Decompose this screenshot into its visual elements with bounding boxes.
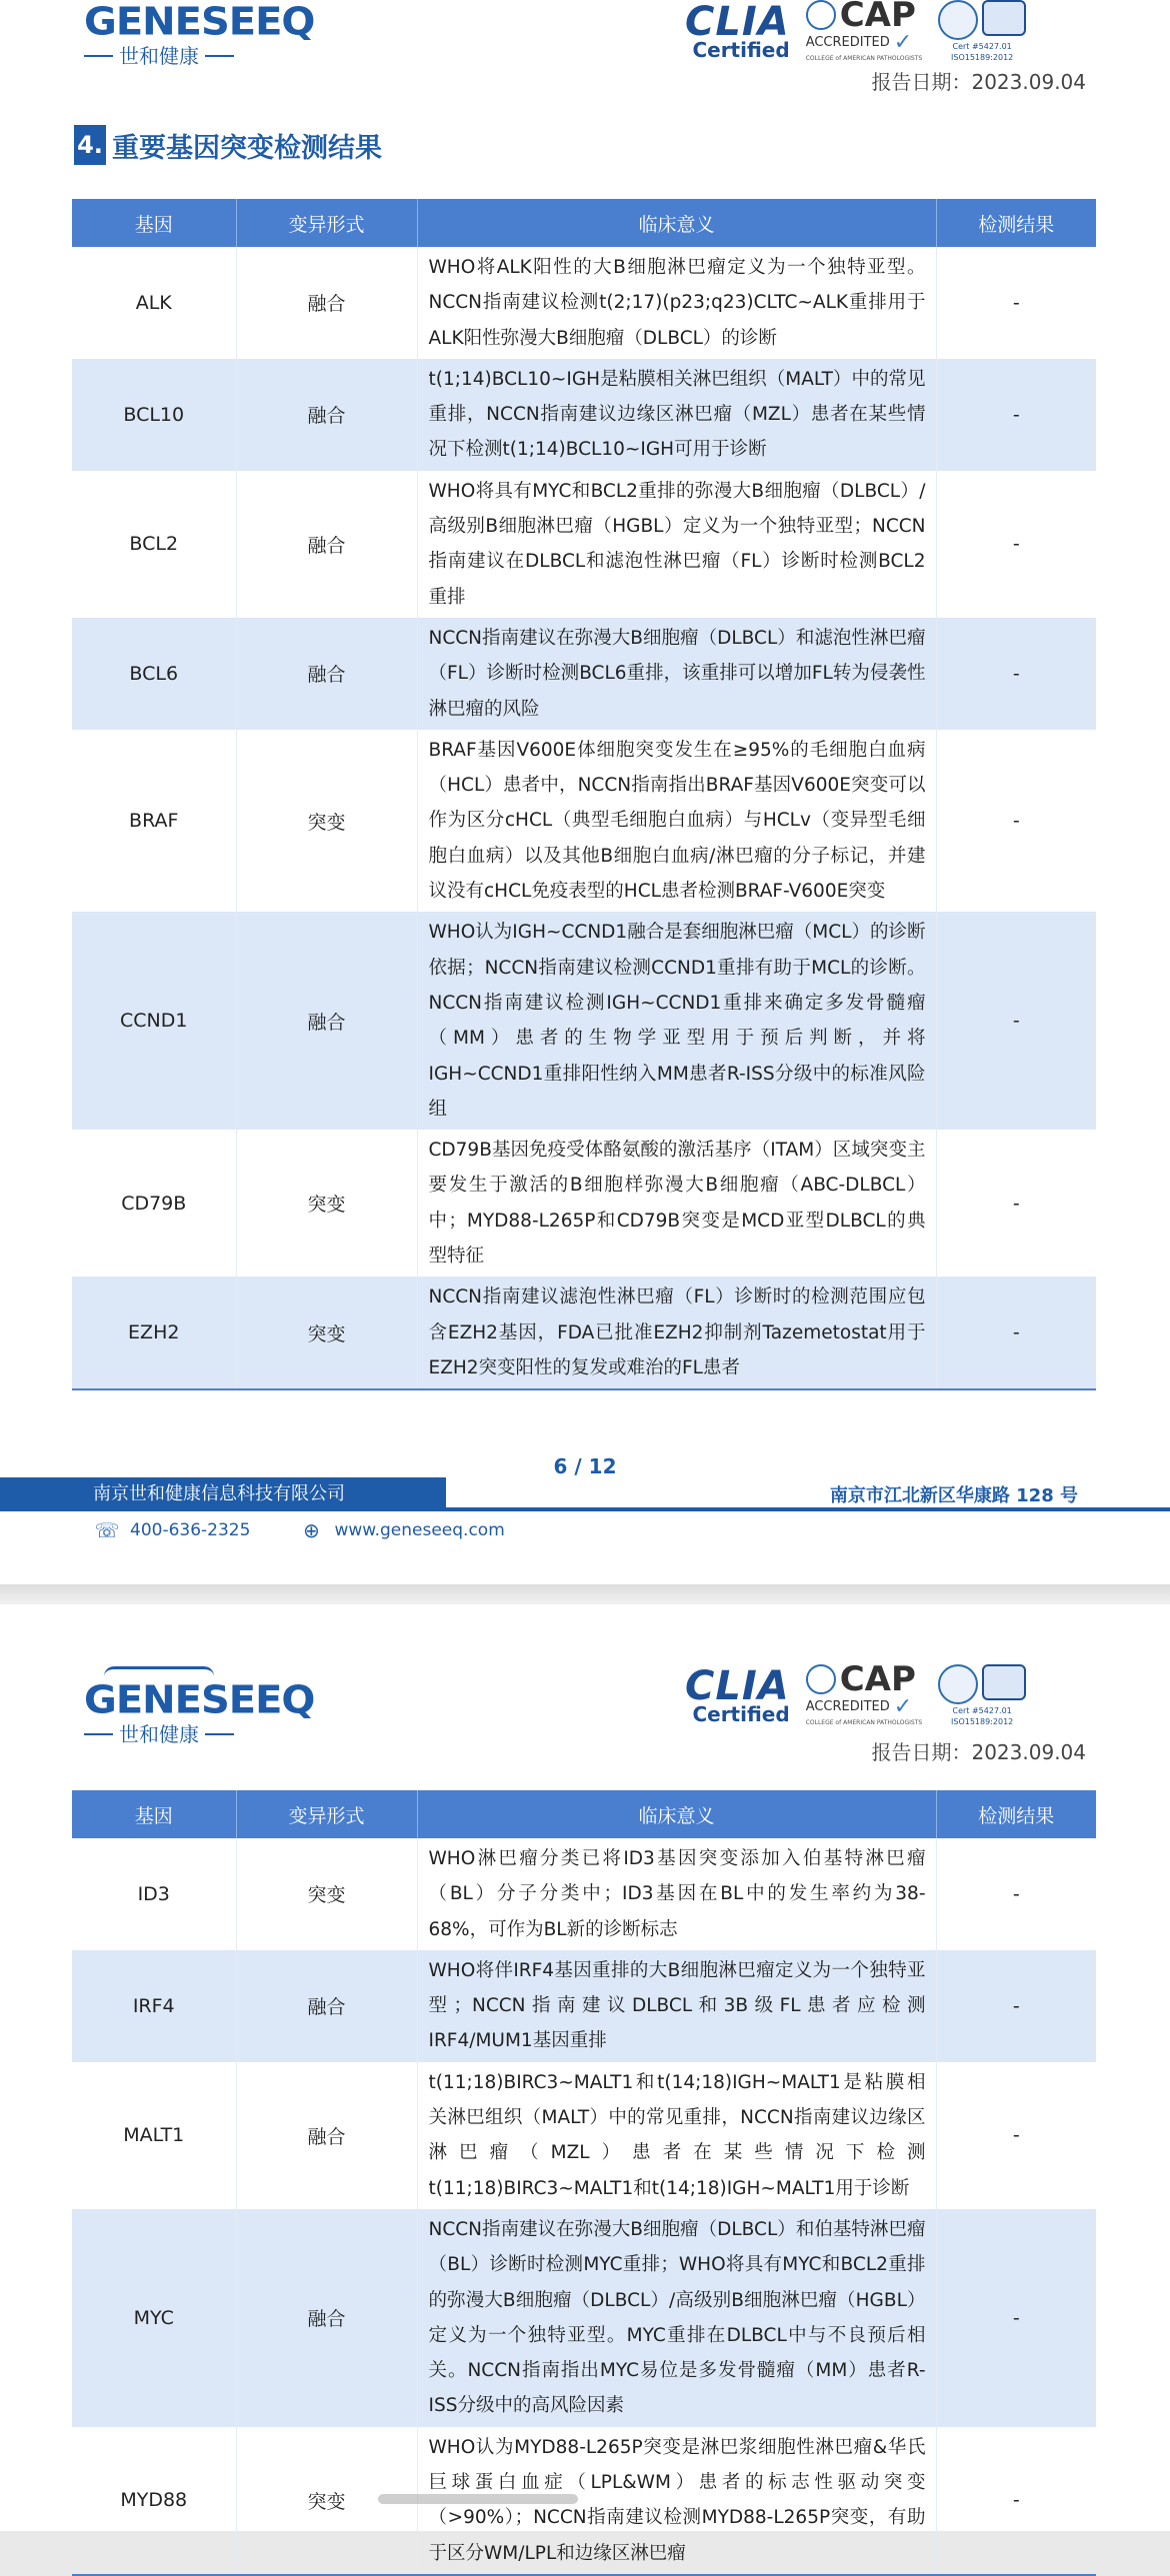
gene-cell: ID3 (137, 1882, 170, 1905)
result-cell: - (936, 1950, 1096, 2062)
variant-type-cell: 融合 (236, 471, 417, 618)
table-row (72, 1838, 1096, 1950)
significance-cell: t(11;18)BIRC3~MALT1和t(14;18)IGH~MALT1是粘膜相关淋巴组织（MALT）中的常见重排，NCCN指南建议边缘区淋巴瘤（MZL）患者在某些情况下检测t(11;18)BIRC3~MALT1和t(14;18)IGH~MALT1用于诊断 (417, 2062, 936, 2209)
variant-type-cell: 突变 (236, 730, 417, 912)
report-date: 报告日期：2023.09.04 (871, 1740, 1086, 1764)
significance-cell: WHO将ALK阳性的大B细胞淋巴瘤定义为一个独特亚型。NCCN指南建议检测t(2;17)(p23;q23)CLTC~ALK重排用于ALK阳性弥漫大B细胞瘤（DLBCL）的诊断 (417, 247, 936, 359)
variant-type-cell: 突变 (236, 2427, 417, 2575)
variant-type-cell: 突变 (236, 1277, 417, 1389)
result-cell: - (936, 2427, 1096, 2575)
gene-cell: BRAF (129, 810, 179, 833)
gene-results-table-continued (72, 1790, 1096, 2576)
gene-cell: IRF4 (72, 1950, 236, 2062)
significance-cell: WHO淋巴瘤分类已将ID3基因突变添加入伯基特淋巴瘤（BL）分子分类中；ID3基因在BL中的发生率约为38-68%，可作为BL新的诊断标志 (417, 1838, 936, 1950)
ilac-seal-icon (938, 1664, 978, 1704)
gene-cell: BCL2 (129, 533, 179, 556)
significance-cell: WHO将具有MYC和BCL2重排的弥漫大B细胞瘤（DLBCL）/高级别B细胞淋巴瘤（HGBL）定义为一个独特亚型；NCCN指南建议在DLBCL和滤泡性淋巴瘤（FL）诊断时检测BCL2重排 (417, 471, 936, 618)
website-link[interactable]: www.geneseeq.com (334, 1520, 505, 1540)
table-row (72, 2062, 1096, 2209)
globe-icon: ⊕ (303, 1518, 320, 1542)
result-cell: - (936, 471, 1096, 618)
ilac-seal-icon (938, 0, 978, 40)
col-significance: 临床意义 (417, 199, 936, 247)
gene-cell: MYC (72, 2209, 236, 2427)
table-row (72, 912, 1096, 1130)
footer-contact (96, 1519, 505, 1541)
result-cell: - (936, 247, 1096, 359)
cap-seal-icon (806, 0, 836, 30)
checkmark-icon: ✓ (893, 1694, 913, 1719)
table-row (72, 618, 1096, 730)
section-title: 重要基因突变检测结果 (112, 132, 382, 164)
col-gene: 基因 (72, 1790, 236, 1838)
col-gene: 基因 (72, 199, 236, 247)
ilac-cnas-logo: Cert #5427.01 ISO15189:2012 (938, 0, 1026, 62)
section-number: 4. (74, 125, 106, 165)
gene-cell: MYD88 (72, 2427, 236, 2575)
phone-number: 400-636-2325 (130, 1520, 251, 1540)
clia-logo: CLIA Certified (685, 1663, 790, 1726)
result-cell: - (936, 1277, 1096, 1389)
geneseeq-logo (84, 0, 315, 68)
variant-type-cell: 融合 (236, 2209, 417, 2427)
table-row (72, 247, 1096, 359)
gene-cell: BCL10 (72, 359, 236, 471)
significance-cell: NCCN指南建议滤泡性淋巴瘤（FL）诊断时的检测范围应包含EZH2基因，FDA已批准EZH2抑制剂Tazemetostat用于EZH2突变阳性的复发或难治的FL患者 (417, 1277, 936, 1389)
variant-type-cell: 融合 (236, 618, 417, 730)
variant-type-cell: 突变 (236, 1130, 417, 1277)
report-page-7 (0, 1604, 1170, 2564)
certification-logos (685, 1659, 1026, 1726)
cnas-seal-icon (982, 0, 1026, 36)
variant-type-cell: 融合 (236, 2062, 417, 2209)
company-address: 南京市江北新区华康路 128 号 (829, 1485, 1078, 1506)
result-cell: - (936, 1838, 1096, 1950)
gene-cell: CD79B (121, 1192, 187, 1215)
table-row (72, 2209, 1096, 2427)
geneseeq-logo (84, 1666, 315, 1746)
significance-cell: WHO认为IGH~CCND1融合是套细胞淋巴瘤（MCL）的诊断依据；NCCN指南建议检测CCND1重排有助于MCL的诊断。NCCN指南建议检测IGH~CCND1重排来确定多发骨髓瘤（MM）患者的生物学亚型用于预后判断，并将IGH~CCND1重排阳性纳入MM患者R-ISS分级中的标准风险组 (417, 912, 936, 1130)
gene-cell: EZH2 (72, 1277, 236, 1389)
result-cell: - (936, 359, 1096, 471)
variant-type-cell: 融合 (236, 359, 417, 471)
variant-type-cell: 融合 (236, 247, 417, 359)
col-type: 变异形式 (236, 199, 417, 247)
checkmark-icon: ✓ (893, 30, 913, 55)
clia-logo: CLIA Certified (685, 0, 790, 62)
significance-cell: NCCN指南建议在弥漫大B细胞瘤（DLBCL）和滤泡性淋巴瘤（FL）诊断时检测BCL6重排，该重排可以增加FL转为侵袭性淋巴瘤的风险 (417, 618, 936, 730)
logo-subtitle: 世和健康 (119, 44, 199, 68)
certification-logos (685, 0, 1026, 62)
gene-cell: BCL6 (72, 618, 236, 730)
significance-cell: NCCN指南建议在弥漫大B细胞瘤（DLBCL）和伯基特淋巴瘤（BL）诊断时检测MYC重排；WHO将具有MYC和BCL2重排的弥漫大B细胞瘤（DLBCL）/高级别B细胞淋巴瘤（HGBL）定义为一个独特亚型。MYC重排在DLBCL中与不良预后相关。NCCN指南指出MYC易位是多发骨髓瘤（MM）患者R-ISS分级中的高风险因素 (417, 2209, 936, 2427)
significance-cell: t(1;14)BCL10~IGH是粘膜相关淋巴组织（MALT）中的常见重排，NCCN指南建议边缘区淋巴瘤（MZL）患者在某些情况下检测t(1;14)BCL10~IGH可用于诊断 (417, 359, 936, 471)
significance-cell: WHO认为MYD88-L265P突变是淋巴浆细胞性淋巴瘤&华氏巨球蛋白血症（LPL&WM）患者的标志性驱动突变（>90%）；NCCN指南建议检测MYD88-L265P突变，有助于区分WM/LPL和边缘区淋巴瘤 (417, 2427, 936, 2575)
col-result: 检测结果 (936, 1790, 1096, 1838)
table-row (72, 730, 1096, 912)
result-cell: - (936, 1130, 1096, 1277)
page-gap (0, 1584, 1170, 1604)
ilac-cnas-logo: Cert #5427.01 ISO15189:2012 (938, 1664, 1026, 1726)
table-row (72, 2427, 1096, 2575)
section-heading (74, 125, 382, 165)
variant-type-cell: 突变 (236, 1838, 417, 1950)
table-row (72, 359, 1096, 471)
cap-logo: CAP ACCREDITED ✓ COLLEGE of AMERICAN PATHOLOGISTS (805, 1659, 923, 1726)
significance-cell: BRAF基因V600E体细胞突变发生在≥95%的毛细胞白血病（HCL）患者中，NCCN指南指出BRAF基因V600E突变可以作为区分cHCL（典型毛细胞白血病）与HCLv（变异型毛细胞白血病）以及其他B细胞白血病/淋巴瘤的分子标记，并建议没有cHCL免疫表型的HCL患者检测BRAF-V600E突变 (417, 730, 936, 912)
col-result: 检测结果 (936, 199, 1096, 247)
table-row (72, 471, 1096, 618)
company-name: 南京世和健康信息科技有限公司 (0, 1477, 446, 1511)
cap-seal-icon (806, 1664, 836, 1694)
result-cell: - (936, 730, 1096, 912)
result-cell: - (936, 912, 1096, 1130)
logo-word: GENESEEQ (84, 0, 315, 44)
significance-cell: CD79B基因免疫受体酪氨酸的激活基序（ITAM）区域突变主要发生于激活的B细胞样弥漫大B细胞瘤（ABC-DLBCL）中；MYD88-L265P和CD79B突变是MCD亚型DLBCL的典型特征 (417, 1130, 936, 1277)
table-row (72, 1950, 1096, 2062)
gene-cell: MALT1 (123, 2124, 185, 2147)
table-row (72, 1277, 1096, 1389)
col-significance: 临床意义 (417, 1790, 936, 1838)
result-cell: - (936, 2062, 1096, 2209)
cnas-seal-icon (982, 1664, 1026, 1700)
page-number: 6 / 12 (553, 1454, 617, 1478)
result-cell: - (936, 2209, 1096, 2427)
logo-subtitle: 世和健康 (119, 1722, 199, 1746)
gene-results-table (72, 199, 1096, 1390)
col-type: 变异形式 (236, 1790, 417, 1838)
report-date: 报告日期：2023.09.04 (871, 70, 1086, 94)
significance-cell: WHO将伴IRF4基因重排的大B细胞淋巴瘤定义为一个独特亚型；NCCN指南建议DLBCL和3B级FL患者应检测IRF4/MUM1基因重排 (417, 1950, 936, 2062)
cap-logo: CAP ACCREDITED ✓ COLLEGE of AMERICAN PATHOLOGISTS (805, 0, 923, 62)
logo-word: GENESEEQ (84, 1678, 315, 1722)
phone-icon: ☏ (94, 1518, 120, 1542)
gene-cell: CCND1 (72, 912, 236, 1130)
variant-type-cell: 融合 (236, 1950, 417, 2062)
variant-type-cell: 融合 (236, 912, 417, 1130)
result-cell: - (936, 618, 1096, 730)
gene-cell: ALK (135, 291, 172, 314)
scroll-indicator[interactable] (378, 2494, 578, 2504)
footer-bar (0, 1477, 1170, 1511)
table-row (72, 1130, 1096, 1277)
